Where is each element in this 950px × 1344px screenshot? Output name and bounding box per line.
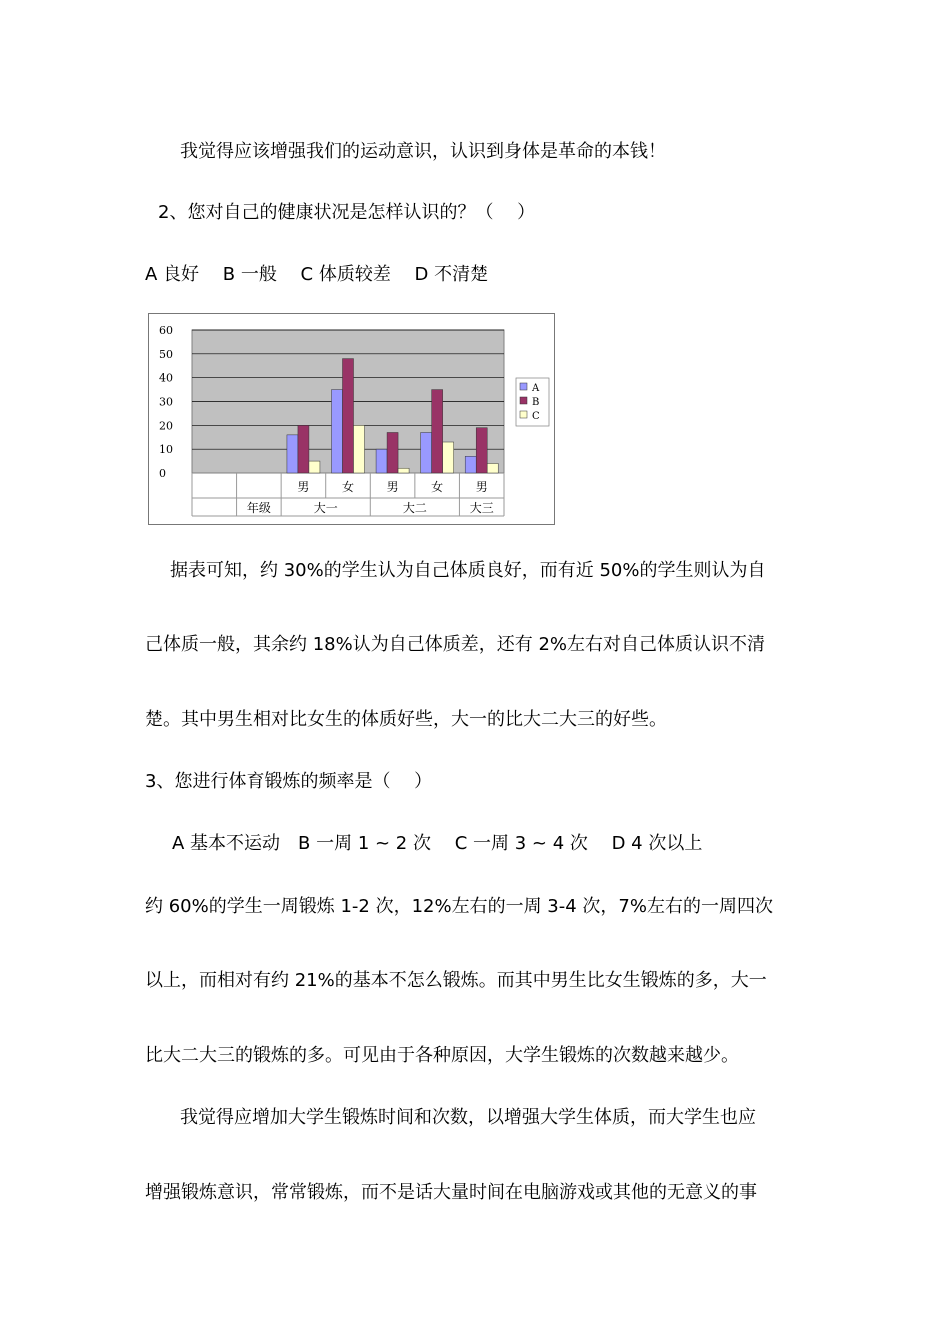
bar-chart-svg: [149, 314, 554, 524]
legend-swatch-B: [520, 397, 527, 404]
category-label-4: 男: [386, 480, 399, 494]
group-label-1: 大一: [313, 501, 338, 515]
bar-C-3: [354, 425, 365, 473]
y-tick-label-30: 30: [159, 395, 173, 409]
question-2-options: A 良好 B 一般 C 体质较差 D 不清楚: [145, 264, 489, 285]
question-2: 2、您对自己的健康状况是怎样认识的？（ ）: [158, 202, 536, 223]
bar-A-2: [287, 435, 298, 473]
bar-C-6: [487, 463, 498, 473]
bar-A-3: [332, 390, 343, 473]
bar-C-5: [443, 442, 454, 473]
legend-label-C: C: [532, 411, 540, 422]
bar-A-6: [465, 456, 476, 473]
y-tick-label-60: 60: [159, 324, 173, 337]
group-label-2: 大二: [402, 501, 427, 515]
analysis-line-3: 楚。其中男生相对比女生的体质好些，大一的比大二大三的好些。: [145, 709, 667, 730]
group-label-0: 年级: [246, 501, 271, 515]
question-3: 3、您进行体育锻炼的频率是（ ）: [145, 771, 433, 792]
category-label-6: 男: [475, 480, 488, 494]
bar-C-2: [309, 461, 320, 473]
suggestion-line-2: 增强锻炼意识，常常锻炼，而不是话大量时间在电脑游戏或其他的无意义的事: [145, 1182, 757, 1203]
group-label-3: 大三: [469, 501, 494, 515]
legend-swatch-C: [520, 411, 527, 418]
y-tick-label-40: 40: [159, 371, 173, 385]
analysis-line-1: 据表可知，约 30%的学生认为自己体质良好，而有近 50%的学生则认为自: [170, 560, 766, 581]
bar-A-5: [421, 432, 432, 473]
frequency-line-1: 约 60%的学生一周锻炼 1-2 次，12%左右的一周 3-4 次，7%左右的一周四次: [145, 896, 773, 917]
category-label-3: 女: [341, 480, 355, 494]
category-label-5: 女: [431, 480, 444, 494]
category-label-2: 男: [297, 480, 310, 494]
y-tick-label-10: 10: [159, 443, 173, 457]
bar-B-3: [343, 359, 354, 473]
legend-label-B: B: [532, 397, 540, 408]
bar-B-2: [298, 425, 309, 473]
frequency-line-2: 以上，而相对有约 21%的基本不怎么锻炼。而其中男生比女生锻炼的多，大一: [145, 970, 767, 991]
health-status-chart: [148, 313, 555, 525]
y-tick-label-0: 0: [159, 467, 166, 480]
bar-A-4: [376, 449, 387, 473]
suggestion-line-1: 我觉得应增加大学生锻炼时间和次数，以增强大学生体质，而大学生也应: [180, 1107, 756, 1128]
legend-label-A: A: [532, 383, 540, 394]
bar-B-4: [387, 432, 398, 473]
frequency-line-3: 比大二大三的锻炼的多。可见由于各种原因，大学生锻炼的次数越来越少。: [145, 1045, 739, 1066]
paragraph-exercise-awareness: 我觉得应该增强我们的运动意识，认识到身体是革命的本钱！: [180, 141, 666, 162]
y-tick-label-20: 20: [159, 419, 173, 433]
bar-B-5: [432, 390, 443, 473]
bar-B-6: [476, 428, 487, 473]
analysis-line-2: 己体质一般，其余约 18%认为自己体质差，还有 2%左右对自己体质认识不清: [145, 634, 766, 655]
question-3-options: A 基本不运动 B 一周 1 ~ 2 次 C 一周 3 ~ 4 次 D 4 次以上: [172, 833, 703, 854]
bar-C-4: [398, 468, 409, 473]
legend-swatch-A: [520, 383, 527, 390]
y-tick-label-50: 50: [159, 347, 173, 361]
